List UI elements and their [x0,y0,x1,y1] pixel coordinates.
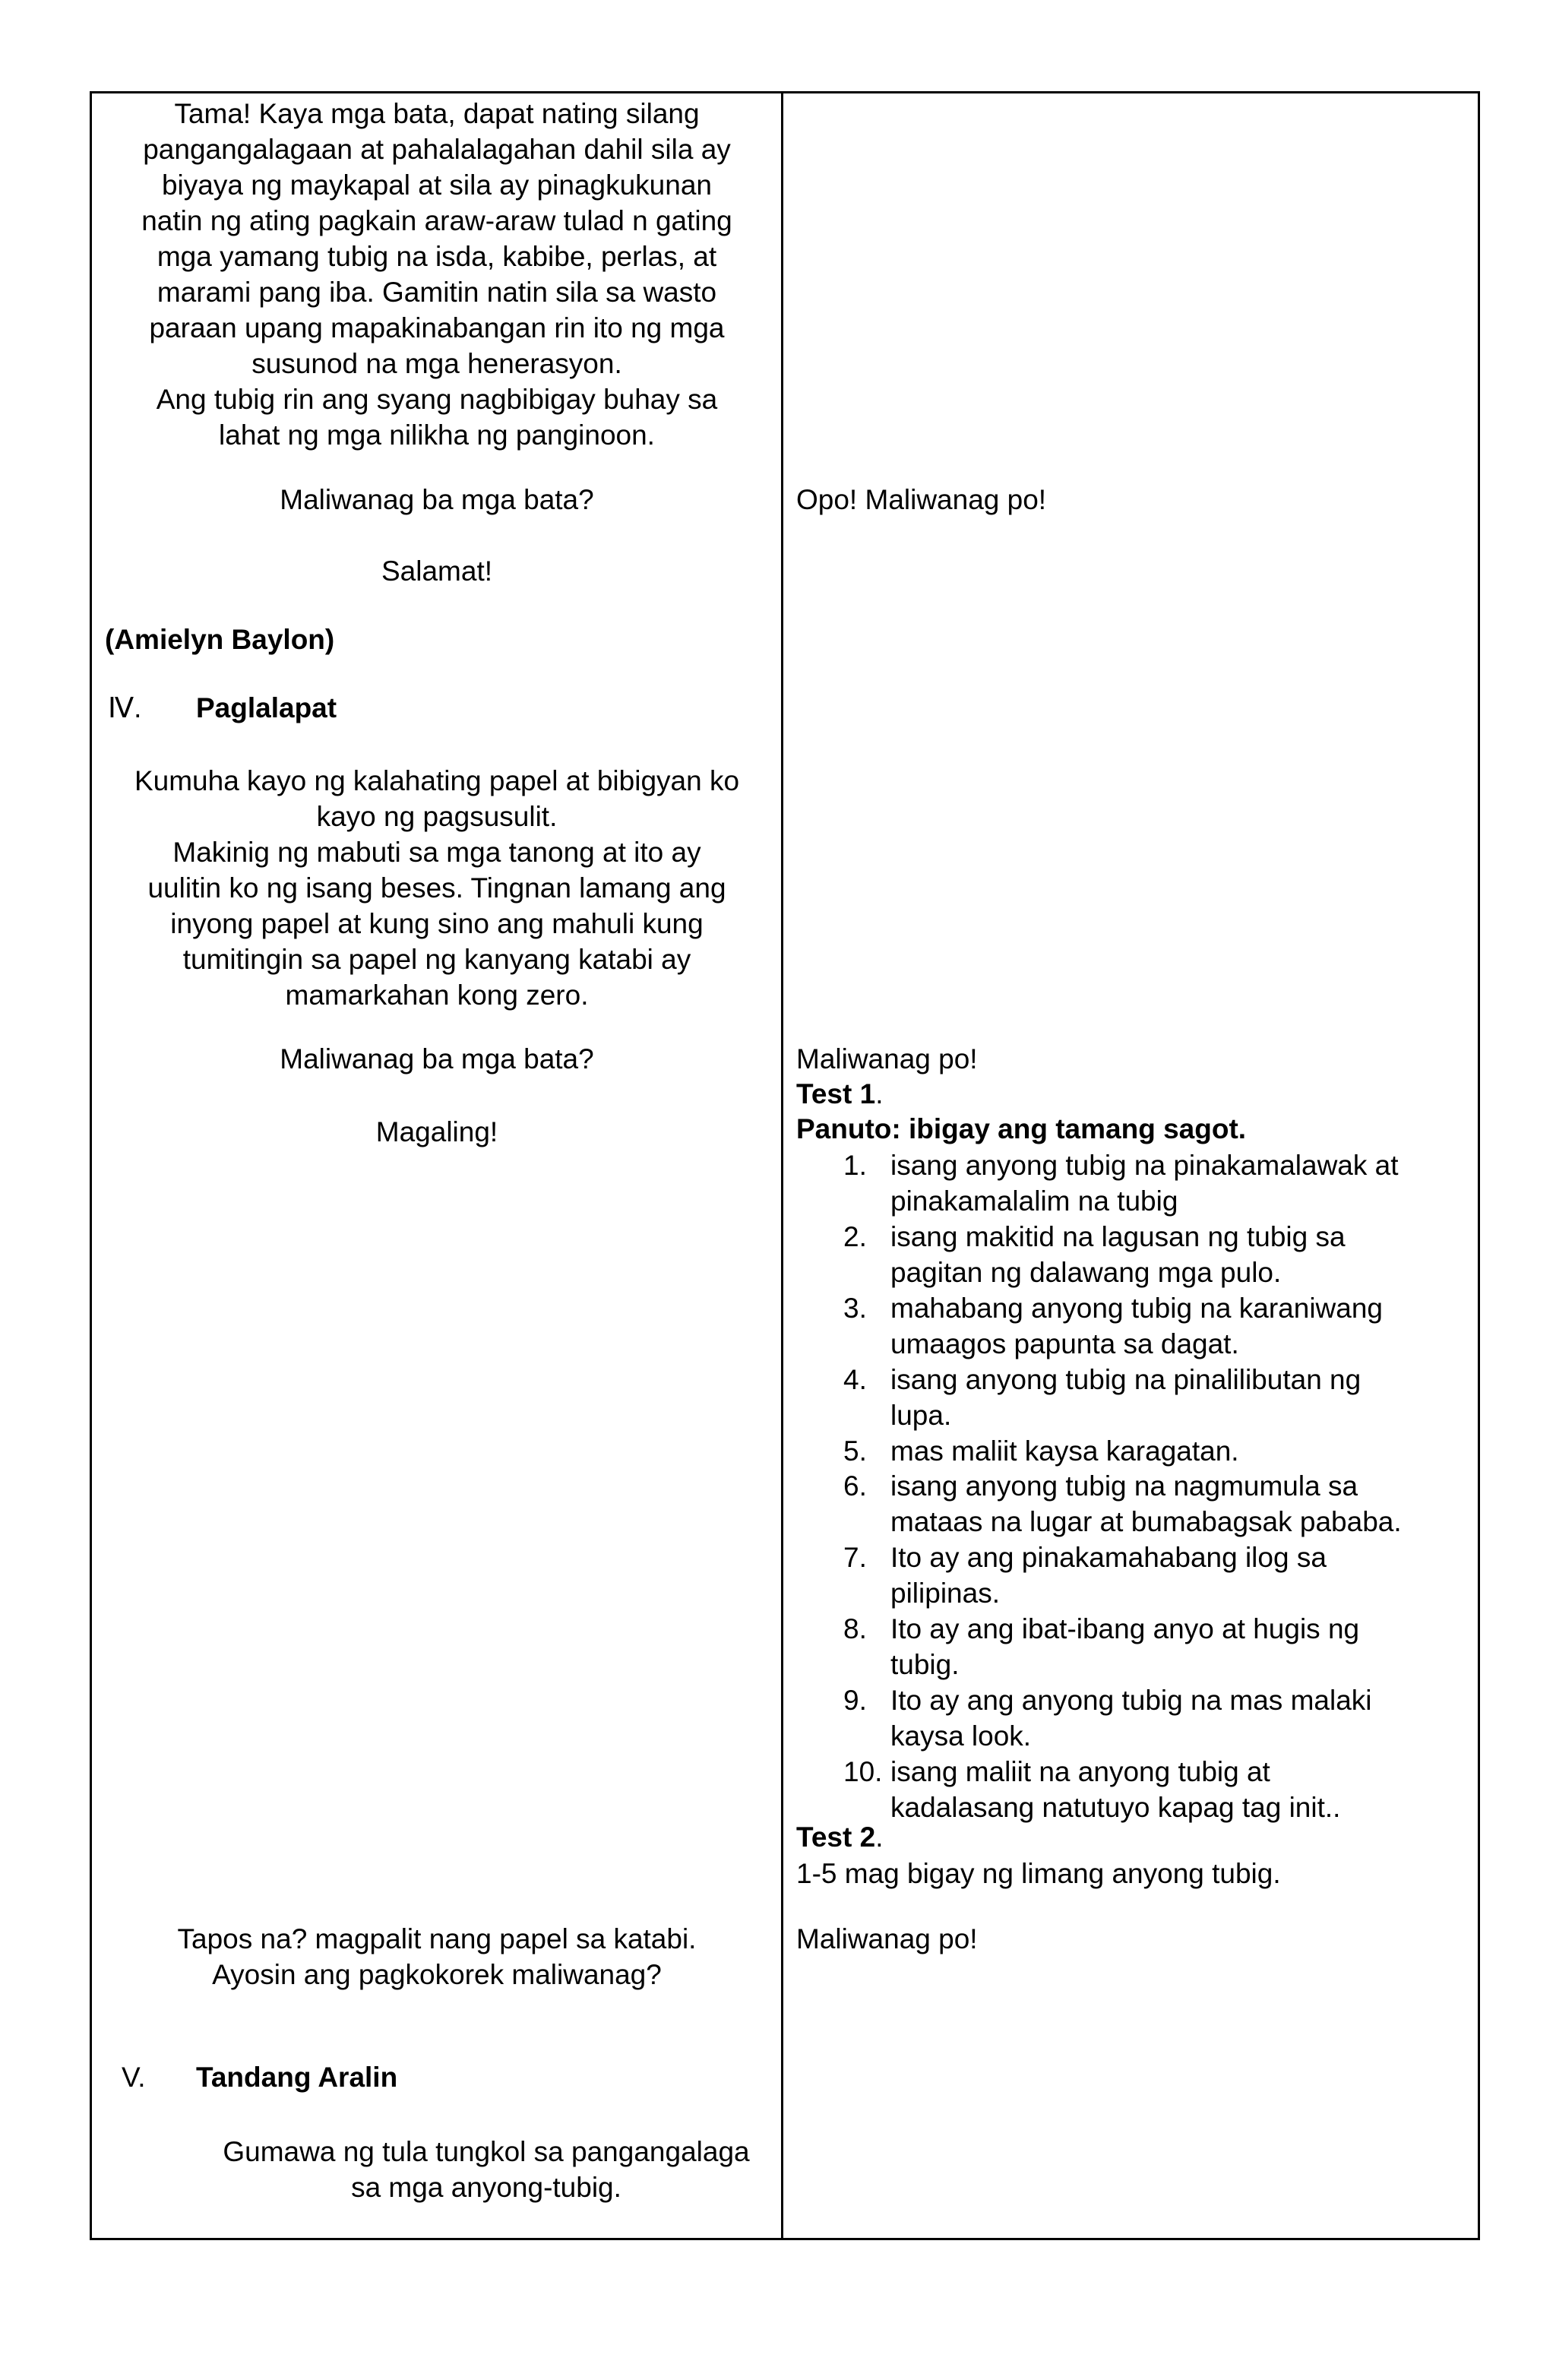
text-line: Tama! Kaya mga bata, dapat nating silang [174,98,700,129]
section-5-title: Tandang Aralin [196,2062,398,2093]
text-line: mamarkahan kong zero. [285,980,589,1011]
text-line: sa mga anyong-tubig. [351,2172,621,2203]
section-4-title: Paglalapat [196,692,337,723]
list-item [890,1147,1468,1219]
item-number: 9. [843,1685,867,1716]
text-line: lahat ng mga nilikha ng panginoon. [219,419,655,451]
item-number: 8. [843,1613,867,1644]
text-line: pangangalagaan at pahalalagahan dahil sila ay [143,134,731,165]
text-line: pagitan ng dalawang mga pulo. [890,1257,1282,1288]
text-line: kaysa look. [890,1720,1032,1752]
praise-text: Magaling! [375,1116,498,1147]
text-line: susunod na mga henerasyon. [251,348,622,379]
item-number: 4. [843,1364,867,1395]
list-item [890,1682,1468,1754]
text-line: uulitin ko ng isang beses. Tingnan lamang ang [147,872,726,904]
text-line: tumitingin sa papel ng kanyang katabi ay [182,944,691,975]
text-line: isang makitid na lagusan ng tubig sa [890,1221,1346,1252]
item-number: 7. [843,1542,867,1573]
text-line: Tapos na? magpalit nang papel sa katabi. [177,1923,697,1954]
text-line: mas maliit kaysa karagatan. [890,1435,1239,1467]
text-line: umaagos papunta sa dagat. [890,1328,1239,1359]
test-1-label: Test 1 [796,1078,876,1109]
test-1-dot: . [875,1078,884,1109]
intro-paragraph [99,96,775,453]
column-divider [781,91,783,2240]
text-line: Ang tubig rin ang syang nagbibigay buhay sa [156,384,718,415]
item-number: 2. [843,1221,867,1252]
teacher-question-2: Maliwanag ba mga bata? [280,1043,594,1074]
list-item [890,1433,1468,1469]
item-number: 3. [843,1293,867,1324]
text-line: isang anyong tubig na pinalilibutan ng [890,1364,1362,1395]
section-5-number: V. [122,2062,146,2093]
test-2-heading [796,1819,883,1855]
text-line: mga yamang tubig na isda, kabibe, perlas, at [157,241,717,272]
text-line: isang maliit na anyong tubig at [890,1756,1270,1787]
swap-papers-text [99,1921,775,1992]
text-line: Ayosin ang pagkokorek maliwanag? [212,1959,662,1990]
assignment-text [190,2134,783,2205]
thanks-text: Salamat! [381,555,492,587]
text-line: tubig. [890,1649,960,1680]
text-line: Kumuha kayo ng kalahating papel at bibigyan ko [134,765,740,796]
text-line: pilipinas. [890,1578,1000,1609]
test-2-instruction: 1-5 mag bigay ng limang anyong tubig. [796,1858,1281,1889]
text-line: Ito ay ang anyong tubig na mas malaki [890,1685,1372,1716]
text-line: marami pang iba. Gamitin natin sila sa wasto [157,277,717,308]
list-item [890,1290,1468,1362]
list-item [890,1754,1468,1825]
text-line: isang anyong tubig na nagmumula sa [890,1470,1358,1502]
text-line: Makinig ng mabuti sa mga tanong at ito ay [172,837,701,868]
section-4-number: Ⅳ. [108,692,142,723]
list-item [890,1468,1468,1540]
text-line: mahabang anyong tubig na karaniwang [890,1293,1383,1324]
test-2-dot: . [875,1821,884,1853]
item-number: 1. [843,1150,867,1181]
text-line: natin ng ating pagkain araw-araw tulad n gating [141,205,732,236]
list-item [890,1540,1468,1611]
text-line: lupa. [890,1400,952,1431]
presenter-name: (Amielyn Baylon) [105,624,335,655]
item-number: 6. [843,1470,867,1502]
student-answer-1: Opo! Maliwanag po! [796,484,1047,515]
text-line: isang anyong tubig na pinakamalawak at [890,1150,1399,1181]
teacher-question-1: Maliwanag ba mga bata? [280,484,594,515]
text-line: kadalasang natutuyo kapag tag init.. [890,1792,1341,1823]
text-line: Ito ay ang pinakamahabang ilog sa [890,1542,1327,1573]
text-line: biyaya ng maykapal at sila ay pinagkukunan [161,169,712,201]
list-item [890,1362,1468,1433]
test-1-heading [796,1076,883,1112]
student-answer-2: Maliwanag po! [796,1043,978,1074]
test-instructions: Panuto: ibigay ang tamang sagot. [796,1113,1247,1144]
student-answer-3: Maliwanag po! [796,1923,978,1954]
text-line: paraan upang mapakinabangan rin ito ng mga [149,312,725,343]
text-line: kayo ng pagsusulit. [316,801,558,832]
text-line: Gumawa ng tula tungkol sa pangangalaga [223,2136,750,2167]
list-item [890,1219,1468,1290]
text-line: Ito ay ang ibat-ibang anyo at hugis ng [890,1613,1360,1644]
item-number: 10. [843,1756,883,1787]
test-2-label: Test 2 [796,1821,876,1853]
instructions-paragraph [99,763,775,1013]
item-number: 5. [843,1435,867,1467]
text-line: mataas na lugar at bumabagsak pababa. [890,1506,1402,1537]
text-line: pinakamalalim na tubig [890,1185,1178,1217]
text-line: inyong papel at kung sino ang mahuli kung [170,908,704,939]
list-item [890,1611,1468,1682]
